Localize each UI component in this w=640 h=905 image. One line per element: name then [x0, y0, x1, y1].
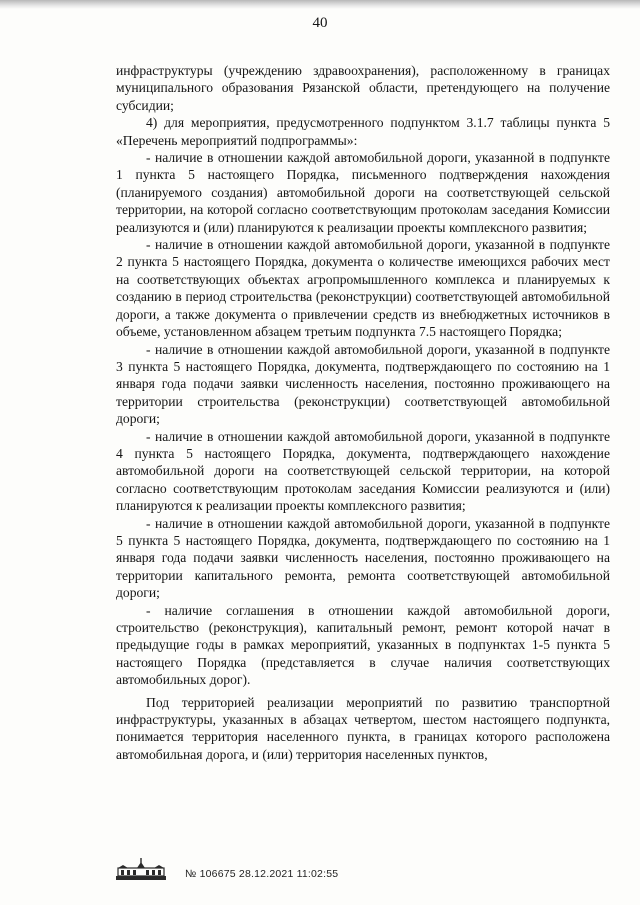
paragraph-bullet-4: - наличие в отношении каждой автомобильной дороги, указанной в подпункте 4 пункта 5 настоящего Порядка, документа, подтверждающего нахождение автомобильной дороги на соответствующей сельской территории, на которой согласно соответствующим протоколам заседания Комиссии реализуются и (или) планируются к реализации проекты комплексного развития;	[116, 428, 610, 514]
document-registration-stamp: № 106675 28.12.2021 11:02:55	[185, 868, 339, 880]
document-body	[116, 62, 610, 763]
paragraph-territory-definition: Под территорией реализации мероприятий по развитию транспортной инфраструктуры, указанных в абзацах четвертом, шестом настоящего подпункта, понимается территория населенного пункта, в границах которого расположена автомобильная дорога, и (или) территория населенных пунктов,	[116, 694, 610, 762]
paragraph-bullet-1: - наличие в отношении каждой автомобильной дороги, указанной в подпункте 1 пункта 5 настоящего Порядка, письменного подтверждения нахождения (планируемого создания) автомобильной дороги на соответствующей сельской территории, на которой согласно соответствующим протоколам заседания Комиссии реализуются и (или) планируются к реализации проекты комплексного развития;	[116, 150, 610, 235]
paragraph-bullet-5: - наличие в отношении каждой автомобильной дороги, указанной в подпункте 5 пункта 5 настоящего Порядка, документа, подтверждающего по состоянию на 1 января года подачи заявки численность населения, постоянно проживающего на территории капитального ремонта, ремонта соответствующей автомобильной дороги;	[116, 515, 610, 601]
paragraph-bullet-3: - наличие в отношении каждой автомобильной дороги, указанной в подпункте 3 пункта 5 настоящего Порядка, документа, подтверждающего по состоянию на 1 января года подачи заявки численность населения, постоянно проживающего на территории строительства (реконструкции) соответствующей автомобильной дороги;	[116, 341, 610, 427]
paragraph-item-4: 4) для мероприятия, предусмотренного подпунктом 3.1.7 таблицы пункта 5 «Перечень мероприятий подпрограммы»:	[116, 115, 610, 148]
scan-top-edge	[0, 0, 640, 9]
paragraph-continuation: инфраструктуры (учреждению здравоохранения), расположенному в границах муниципального образования Рязанской области, претендующего на получение субсидии;	[116, 63, 610, 113]
paragraph-bullet-2: - наличие в отношении каждой автомобильной дороги, указанной в подпункте 2 пункта 5 настоящего Порядка, документа о количестве имеющихся рабочих мест на соответствующих объектах агропромышленного комплекса и планируемых к созданию в период строительства (реконструкции) соответствующей автомобильной дороги, а также документа о привлечении средств из внебюджетных источников в объеме, установленном абзацем третьим подпункта 7.5 настоящего Порядка;	[116, 237, 610, 340]
government-building-emblem-icon	[115, 857, 167, 881]
paragraph-bullet-6: - наличие соглашения в отношении каждой автомобильной дороги, строительство (реконструкция), капитальный ремонт, ремонт которой начат в предыдущие годы в рамках мероприятий, указанных в подпунктах 1-5 пункта 5 настоящего Порядка (представляется в случае наличия соответствующих автомобильных дорог).	[116, 602, 610, 688]
page-footer	[115, 857, 338, 881]
page-number: 40	[312, 15, 328, 31]
